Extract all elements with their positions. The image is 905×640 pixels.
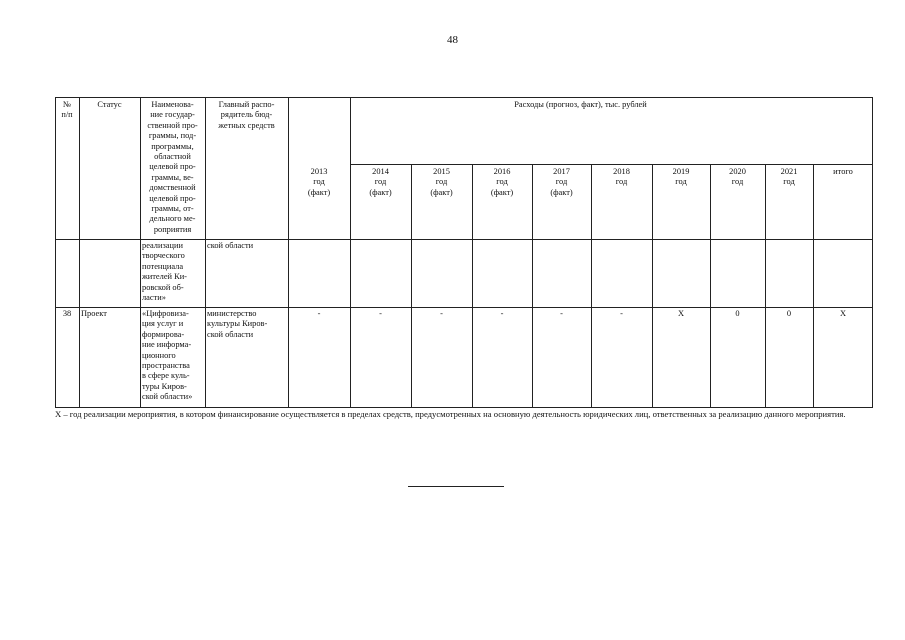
header-number: № п/п <box>61 100 73 120</box>
row-value: X <box>677 309 685 318</box>
row-value: - <box>317 309 321 318</box>
grid-line <box>765 164 766 408</box>
grid-line <box>205 97 206 408</box>
row-name: «Цифровиза- ция услуг и формирова- ние информа- ционного пространства в сфере куль- туры Киров- ской области» <box>142 309 193 402</box>
row-value: 0 <box>786 309 792 318</box>
row-value: - <box>560 309 563 318</box>
grid-line <box>472 164 473 408</box>
row-manager: министерство культуры Киров- ской области <box>207 309 268 339</box>
header-name: Наименова- ние государ- ственной про- граммы, под- программы, областной целевой про- граммы, ве- домственной целевой про- граммы, от- дельного ме- роприятия <box>147 100 198 234</box>
header-year: 2015 год (факт) <box>430 167 453 197</box>
header-year: 2021 год <box>780 167 798 187</box>
header-year: 2013 год (факт) <box>307 167 331 197</box>
row-number: 38 <box>62 309 72 318</box>
header-year: 2017 год (факт) <box>550 167 573 197</box>
row-name: реализации творческого потенциала жителей Ки- ровской об- ласти» <box>142 241 187 303</box>
header-manager: Главный распо- рядитель бюд- жетных средств <box>218 100 275 130</box>
grid-line <box>710 164 711 408</box>
grid-line <box>350 164 873 165</box>
grid-line <box>813 164 814 408</box>
grid-line <box>288 97 289 408</box>
row-value: 0 <box>735 309 740 318</box>
grid-line <box>55 97 56 408</box>
header-year: 2019 год <box>672 167 690 187</box>
row-value: - <box>440 309 443 318</box>
header-year: 2020 год <box>729 167 746 187</box>
header-year: 2014 год (факт) <box>369 167 392 197</box>
grid-line <box>411 164 412 408</box>
header-status: Статус <box>97 100 122 109</box>
grid-line <box>652 164 653 408</box>
header-year: 2018 год <box>613 167 630 187</box>
page-number: 48 <box>447 34 458 46</box>
grid-line <box>591 164 592 408</box>
grid-line <box>79 97 80 408</box>
row-value: - <box>620 309 623 318</box>
expenses-table <box>55 97 873 408</box>
grid-line <box>55 239 873 240</box>
grid-line <box>532 164 533 408</box>
header-expenses: Расходы (прогноз, факт), тыс. рублей <box>514 100 647 109</box>
row-manager: ской области <box>207 241 254 250</box>
grid-line <box>140 97 141 408</box>
grid-line <box>872 97 873 408</box>
row-value: X <box>839 309 847 318</box>
grid-line <box>55 407 873 408</box>
row-value: - <box>500 309 504 318</box>
grid-line <box>350 97 351 408</box>
header-year: 2016 год (факт) <box>490 167 514 197</box>
grid-line <box>55 307 873 308</box>
footnote: X – год реализации мероприятия, в котором финансирование осуществляется в пределах средств, предусмотренных на основную деятельность юридических лиц, ответственных за реализацию данного мероприятия. <box>55 409 846 419</box>
grid-line <box>55 97 873 98</box>
row-value: - <box>379 309 382 318</box>
row-status: Проект <box>81 309 107 318</box>
header-year: итого <box>833 167 853 176</box>
closing-rule <box>408 486 504 487</box>
